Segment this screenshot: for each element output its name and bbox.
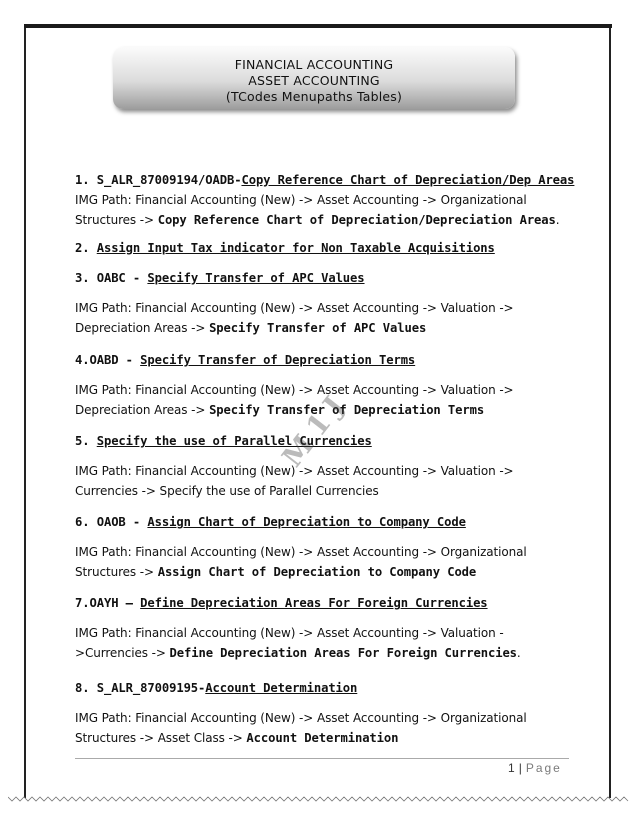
right-page-rule <box>609 28 611 798</box>
img-path-end: . <box>555 213 560 227</box>
img-path-target: Copy Reference Chart of Depreciation/Depreciation Areas <box>157 213 556 227</box>
img-path-target: Assign Chart of Depreciation to Company Code <box>157 565 477 579</box>
section-title-link[interactable]: Assign Input Tax indicator for Non Taxable Acquisitions <box>96 241 495 255</box>
section-title-link[interactable]: Copy Reference Chart of Depreciation/Dep Areas <box>241 173 575 187</box>
section-heading <box>75 593 575 613</box>
section-code: 7.OAYH – <box>75 596 141 610</box>
img-path <box>75 623 575 663</box>
banner-line-3: (TCodes Menupaths Tables) <box>225 89 403 104</box>
img-path-target: Define Depreciation Areas For Foreign Currencies <box>169 646 517 660</box>
section-code: 3. OABC - <box>75 271 148 285</box>
img-path <box>75 708 575 748</box>
section-3 <box>75 268 575 338</box>
img-path-target: Specify Transfer of APC Values <box>209 321 427 335</box>
section-code: 4.OABD - <box>75 353 141 367</box>
img-path-end: . <box>516 646 521 660</box>
banner-line-2: ASSET ACCOUNTING <box>248 73 380 88</box>
img-path <box>75 542 575 582</box>
section-heading <box>75 678 575 698</box>
img-path-text: IMG Path: Financial Accounting (New) -> Asset Accounting -> Valuation -> Currencies -> Specify the use of Parallel Currencies <box>75 464 514 498</box>
footer-rule <box>75 758 569 759</box>
img-path-text: IMG Path: Financial Accounting (New) -> Asset Accounting -> Organizational Structures -> <box>75 545 527 579</box>
section-title-link[interactable]: Define Depreciation Areas For Foreign Currencies <box>140 596 488 610</box>
section-1 <box>75 170 575 230</box>
section-code: 5. <box>75 434 97 448</box>
section-heading <box>75 512 575 532</box>
top-border-bar <box>24 24 612 28</box>
section-code: 8. S_ALR_87009195- <box>75 681 206 695</box>
zigzag-line <box>8 797 628 801</box>
page-word: Page <box>525 761 562 775</box>
section-2 <box>75 238 575 258</box>
section-heading <box>75 238 575 258</box>
img-path-text: IMG Path: Financial Accounting (New) -> Asset Accounting -> Valuation -> Depreciation Areas -> <box>75 301 514 335</box>
section-title-link[interactable]: Assign Chart of Depreciation to Company Code <box>147 515 466 529</box>
img-path-text: IMG Path: Financial Accounting (New) -> Asset Accounting -> Valuation ->Currencies -> <box>75 626 504 660</box>
img-path-text: IMG Path: Financial Accounting (New) -> Asset Accounting -> Valuation -> Depreciation Areas -> <box>75 383 514 417</box>
section-heading <box>75 268 575 288</box>
page-separator: | <box>518 761 522 775</box>
section-title-link[interactable]: Specify the use of Parallel Currencies <box>96 434 372 448</box>
img-path-target: Specify Transfer of Depreciation Terms <box>209 403 485 417</box>
page-number: 1 <box>508 761 515 775</box>
left-page-rule <box>24 28 26 798</box>
img-path <box>75 190 575 230</box>
section-8 <box>75 678 575 748</box>
section-heading <box>75 170 575 190</box>
img-path-text: IMG Path: Financial Accounting (New) -> Asset Accounting -> Organizational Structures -> <box>75 193 527 227</box>
decorative-zigzag-border <box>8 795 630 803</box>
section-code: 1. S_ALR_87009194/OADB- <box>75 173 242 187</box>
section-title-link[interactable]: Specify Transfer of APC Values <box>147 271 365 285</box>
page-number-footer <box>508 761 562 775</box>
section-code: 6. OAOB - <box>75 515 148 529</box>
img-path <box>75 298 575 338</box>
section-6 <box>75 512 575 582</box>
banner-line-1: FINANCIAL ACCOUNTING <box>234 57 394 72</box>
section-code: 2. <box>75 241 97 255</box>
img-path-text: IMG Path: Financial Accounting (New) -> Asset Accounting -> Organizational Structures -> Asset Class -> <box>75 711 527 745</box>
img-path-target: Account Determination <box>246 731 399 745</box>
watermark: M1J <box>275 383 356 474</box>
section-heading <box>75 350 575 370</box>
title-banner <box>113 47 515 109</box>
section-title-link[interactable]: Account Determination <box>205 681 358 695</box>
section-7 <box>75 593 575 663</box>
section-title-link[interactable]: Specify Transfer of Depreciation Terms <box>140 353 416 367</box>
